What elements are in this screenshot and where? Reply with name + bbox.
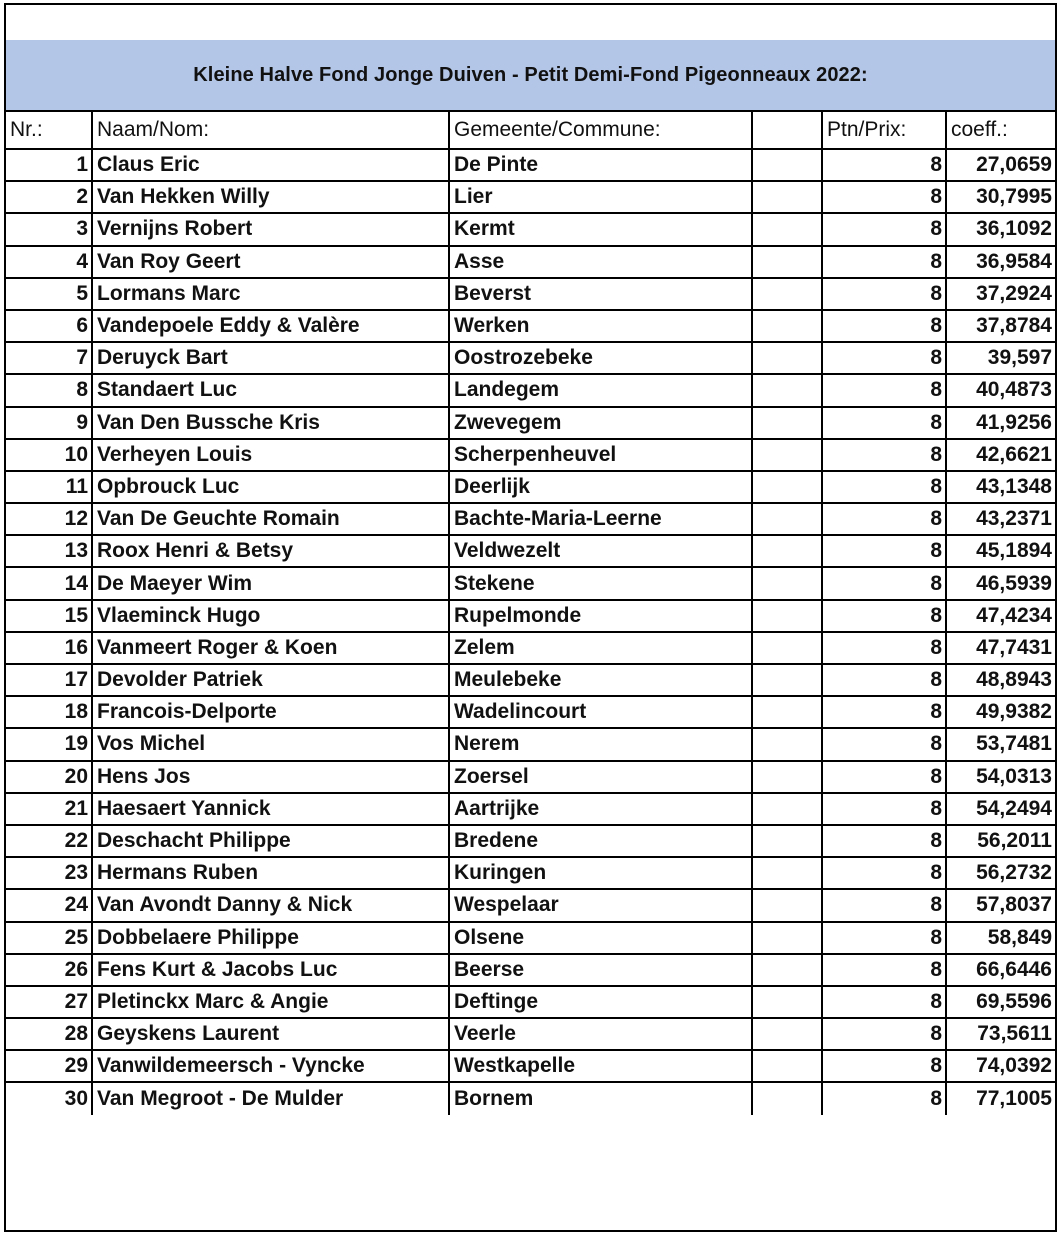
row-commune: Scherpenheuvel <box>449 439 752 471</box>
row-commune: Zelem <box>449 632 752 664</box>
row-coeff: 54,0313 <box>946 761 1055 793</box>
row-nr: 8 <box>6 374 92 406</box>
table-row <box>6 600 1055 632</box>
table-row <box>6 278 1055 310</box>
row-nr: 4 <box>6 246 92 278</box>
row-commune: Wadelincourt <box>449 696 752 728</box>
row-points: 8 <box>822 1050 946 1082</box>
row-commune: Bredene <box>449 825 752 857</box>
row-points: 8 <box>822 986 946 1018</box>
row-nr: 7 <box>6 342 92 374</box>
table-row <box>6 149 1055 181</box>
row-commune: Olsene <box>449 922 752 954</box>
row-points: 8 <box>822 1082 946 1114</box>
row-name: Van Avondt Danny & Nick <box>92 889 449 921</box>
table-row <box>6 922 1055 954</box>
row-nr: 27 <box>6 986 92 1018</box>
row-blank <box>752 567 822 599</box>
row-blank <box>752 181 822 213</box>
row-coeff: 56,2732 <box>946 857 1055 889</box>
header-blank <box>752 112 822 149</box>
results-table <box>6 112 1055 1115</box>
row-coeff: 47,4234 <box>946 600 1055 632</box>
row-commune: Beerse <box>449 954 752 986</box>
row-nr: 15 <box>6 600 92 632</box>
row-points: 8 <box>822 954 946 986</box>
row-blank <box>752 374 822 406</box>
row-coeff: 40,4873 <box>946 374 1055 406</box>
blank-top-row <box>6 5 1055 40</box>
table-row <box>6 793 1055 825</box>
row-coeff: 53,7481 <box>946 728 1055 760</box>
row-points: 8 <box>822 278 946 310</box>
row-blank <box>752 535 822 567</box>
row-nr: 11 <box>6 471 92 503</box>
row-name: De Maeyer Wim <box>92 567 449 599</box>
table-header-row <box>6 112 1055 149</box>
table-row <box>6 986 1055 1018</box>
row-commune: Zoersel <box>449 761 752 793</box>
row-name: Opbrouck Luc <box>92 471 449 503</box>
row-nr: 2 <box>6 181 92 213</box>
row-points: 8 <box>822 600 946 632</box>
row-coeff: 57,8037 <box>946 889 1055 921</box>
table-row <box>6 1050 1055 1082</box>
row-commune: Meulebeke <box>449 664 752 696</box>
row-points: 8 <box>822 149 946 181</box>
row-nr: 16 <box>6 632 92 664</box>
row-coeff: 58,849 <box>946 922 1055 954</box>
table-row <box>6 213 1055 245</box>
row-nr: 23 <box>6 857 92 889</box>
row-coeff: 37,2924 <box>946 278 1055 310</box>
row-commune: Rupelmonde <box>449 600 752 632</box>
row-nr: 19 <box>6 728 92 760</box>
table-row <box>6 407 1055 439</box>
header-points: Ptn/Prix: <box>822 112 946 149</box>
row-blank <box>752 761 822 793</box>
row-name: Pletinckx Marc & Angie <box>92 986 449 1018</box>
row-name: Van De Geuchte Romain <box>92 503 449 535</box>
row-nr: 1 <box>6 149 92 181</box>
row-nr: 28 <box>6 1018 92 1050</box>
row-points: 8 <box>822 793 946 825</box>
row-commune: De Pinte <box>449 149 752 181</box>
row-name: Hens Jos <box>92 761 449 793</box>
row-name: Lormans Marc <box>92 278 449 310</box>
row-name: Van Megroot - De Mulder <box>92 1082 449 1114</box>
row-points: 8 <box>822 181 946 213</box>
row-commune: Bachte-Maria-Leerne <box>449 503 752 535</box>
table-row <box>6 342 1055 374</box>
table-row <box>6 954 1055 986</box>
table-row <box>6 471 1055 503</box>
row-nr: 22 <box>6 825 92 857</box>
row-coeff: 39,597 <box>946 342 1055 374</box>
row-blank <box>752 728 822 760</box>
row-points: 8 <box>822 213 946 245</box>
row-coeff: 43,2371 <box>946 503 1055 535</box>
row-name: Vos Michel <box>92 728 449 760</box>
row-coeff: 48,8943 <box>946 664 1055 696</box>
row-coeff: 36,9584 <box>946 246 1055 278</box>
row-name: Dobbelaere Philippe <box>92 922 449 954</box>
row-name: Roox Henri & Betsy <box>92 535 449 567</box>
row-name: Standaert Luc <box>92 374 449 406</box>
row-coeff: 46,5939 <box>946 567 1055 599</box>
row-commune: Asse <box>449 246 752 278</box>
table-row <box>6 567 1055 599</box>
header-nr: Nr.: <box>6 112 92 149</box>
row-nr: 17 <box>6 664 92 696</box>
row-points: 8 <box>822 471 946 503</box>
row-blank <box>752 664 822 696</box>
row-commune: Deerlijk <box>449 471 752 503</box>
table-row <box>6 503 1055 535</box>
row-commune: Werken <box>449 310 752 342</box>
row-blank <box>752 1082 822 1114</box>
header-commune: Gemeente/Commune: <box>449 112 752 149</box>
row-points: 8 <box>822 342 946 374</box>
row-blank <box>752 922 822 954</box>
page-title: Kleine Halve Fond Jonge Duiven - Petit Demi-Fond Pigeonneaux 2022: <box>6 40 1055 112</box>
row-blank <box>752 310 822 342</box>
row-name: Hermans Ruben <box>92 857 449 889</box>
table-row <box>6 696 1055 728</box>
row-points: 8 <box>822 246 946 278</box>
row-commune: Kermt <box>449 213 752 245</box>
row-blank <box>752 696 822 728</box>
row-commune: Zwevegem <box>449 407 752 439</box>
row-nr: 24 <box>6 889 92 921</box>
row-commune: Landegem <box>449 374 752 406</box>
table-row <box>6 889 1055 921</box>
row-name: Haesaert Yannick <box>92 793 449 825</box>
row-coeff: 49,9382 <box>946 696 1055 728</box>
table-row <box>6 181 1055 213</box>
row-points: 8 <box>822 922 946 954</box>
row-nr: 12 <box>6 503 92 535</box>
row-blank <box>752 632 822 664</box>
row-nr: 18 <box>6 696 92 728</box>
row-blank <box>752 439 822 471</box>
row-name: Vandepoele Eddy & Valère <box>92 310 449 342</box>
row-points: 8 <box>822 857 946 889</box>
row-nr: 21 <box>6 793 92 825</box>
row-points: 8 <box>822 696 946 728</box>
row-coeff: 56,2011 <box>946 825 1055 857</box>
row-name: Vlaeminck Hugo <box>92 600 449 632</box>
row-blank <box>752 407 822 439</box>
row-name: Fens Kurt & Jacobs Luc <box>92 954 449 986</box>
row-points: 8 <box>822 728 946 760</box>
row-blank <box>752 1018 822 1050</box>
row-nr: 20 <box>6 761 92 793</box>
table-row <box>6 246 1055 278</box>
row-coeff: 77,1005 <box>946 1082 1055 1114</box>
row-coeff: 69,5596 <box>946 986 1055 1018</box>
row-points: 8 <box>822 889 946 921</box>
table-row <box>6 439 1055 471</box>
row-coeff: 54,2494 <box>946 793 1055 825</box>
row-nr: 5 <box>6 278 92 310</box>
table-row <box>6 1082 1055 1114</box>
header-coeff: coeff.: <box>946 112 1055 149</box>
row-name: Vanmeert Roger & Koen <box>92 632 449 664</box>
row-blank <box>752 600 822 632</box>
row-nr: 25 <box>6 922 92 954</box>
table-row <box>6 632 1055 664</box>
row-nr: 30 <box>6 1082 92 1114</box>
row-blank <box>752 793 822 825</box>
row-coeff: 47,7431 <box>946 632 1055 664</box>
row-points: 8 <box>822 535 946 567</box>
row-points: 8 <box>822 310 946 342</box>
row-commune: Veldwezelt <box>449 535 752 567</box>
table-row <box>6 310 1055 342</box>
row-points: 8 <box>822 664 946 696</box>
row-points: 8 <box>822 632 946 664</box>
row-blank <box>752 857 822 889</box>
row-blank <box>752 246 822 278</box>
row-name: Van Hekken Willy <box>92 181 449 213</box>
table-row <box>6 728 1055 760</box>
row-blank <box>752 986 822 1018</box>
row-name: Devolder Patriek <box>92 664 449 696</box>
row-commune: Bornem <box>449 1082 752 1114</box>
row-commune: Veerle <box>449 1018 752 1050</box>
row-coeff: 45,1894 <box>946 535 1055 567</box>
row-blank <box>752 954 822 986</box>
row-commune: Stekene <box>449 567 752 599</box>
row-name: Geyskens Laurent <box>92 1018 449 1050</box>
row-coeff: 73,5611 <box>946 1018 1055 1050</box>
table-row <box>6 857 1055 889</box>
row-name: Deschacht Philippe <box>92 825 449 857</box>
row-blank <box>752 1050 822 1082</box>
row-coeff: 37,8784 <box>946 310 1055 342</box>
row-commune: Lier <box>449 181 752 213</box>
row-points: 8 <box>822 374 946 406</box>
row-blank <box>752 342 822 374</box>
row-commune: Beverst <box>449 278 752 310</box>
row-coeff: 66,6446 <box>946 954 1055 986</box>
row-name: Vanwildemeersch - Vyncke <box>92 1050 449 1082</box>
row-points: 8 <box>822 567 946 599</box>
row-commune: Nerem <box>449 728 752 760</box>
row-commune: Kuringen <box>449 857 752 889</box>
row-blank <box>752 278 822 310</box>
row-coeff: 42,6621 <box>946 439 1055 471</box>
row-commune: Aartrijke <box>449 793 752 825</box>
table-row <box>6 1018 1055 1050</box>
row-name: Vernijns Robert <box>92 213 449 245</box>
row-points: 8 <box>822 503 946 535</box>
row-nr: 13 <box>6 535 92 567</box>
row-points: 8 <box>822 825 946 857</box>
row-nr: 6 <box>6 310 92 342</box>
row-commune: Westkapelle <box>449 1050 752 1082</box>
row-nr: 10 <box>6 439 92 471</box>
row-commune: Wespelaar <box>449 889 752 921</box>
row-coeff: 30,7995 <box>946 181 1055 213</box>
row-points: 8 <box>822 1018 946 1050</box>
row-coeff: 36,1092 <box>946 213 1055 245</box>
row-name: Deruyck Bart <box>92 342 449 374</box>
header-name: Naam/Nom: <box>92 112 449 149</box>
row-coeff: 74,0392 <box>946 1050 1055 1082</box>
results-sheet <box>4 3 1057 1232</box>
row-points: 8 <box>822 761 946 793</box>
row-blank <box>752 213 822 245</box>
row-blank <box>752 149 822 181</box>
row-name: Francois-Delporte <box>92 696 449 728</box>
row-nr: 29 <box>6 1050 92 1082</box>
table-row <box>6 374 1055 406</box>
row-points: 8 <box>822 407 946 439</box>
row-name: Van Den Bussche Kris <box>92 407 449 439</box>
table-row <box>6 664 1055 696</box>
table-row <box>6 761 1055 793</box>
row-nr: 26 <box>6 954 92 986</box>
row-name: Van Roy Geert <box>92 246 449 278</box>
row-coeff: 43,1348 <box>946 471 1055 503</box>
table-row <box>6 825 1055 857</box>
row-nr: 9 <box>6 407 92 439</box>
row-blank <box>752 503 822 535</box>
row-blank <box>752 825 822 857</box>
table-row <box>6 535 1055 567</box>
row-nr: 3 <box>6 213 92 245</box>
row-nr: 14 <box>6 567 92 599</box>
row-name: Verheyen Louis <box>92 439 449 471</box>
row-blank <box>752 889 822 921</box>
row-coeff: 27,0659 <box>946 149 1055 181</box>
row-points: 8 <box>822 439 946 471</box>
row-coeff: 41,9256 <box>946 407 1055 439</box>
row-commune: Oostrozebeke <box>449 342 752 374</box>
row-blank <box>752 471 822 503</box>
row-name: Claus Eric <box>92 149 449 181</box>
row-commune: Deftinge <box>449 986 752 1018</box>
